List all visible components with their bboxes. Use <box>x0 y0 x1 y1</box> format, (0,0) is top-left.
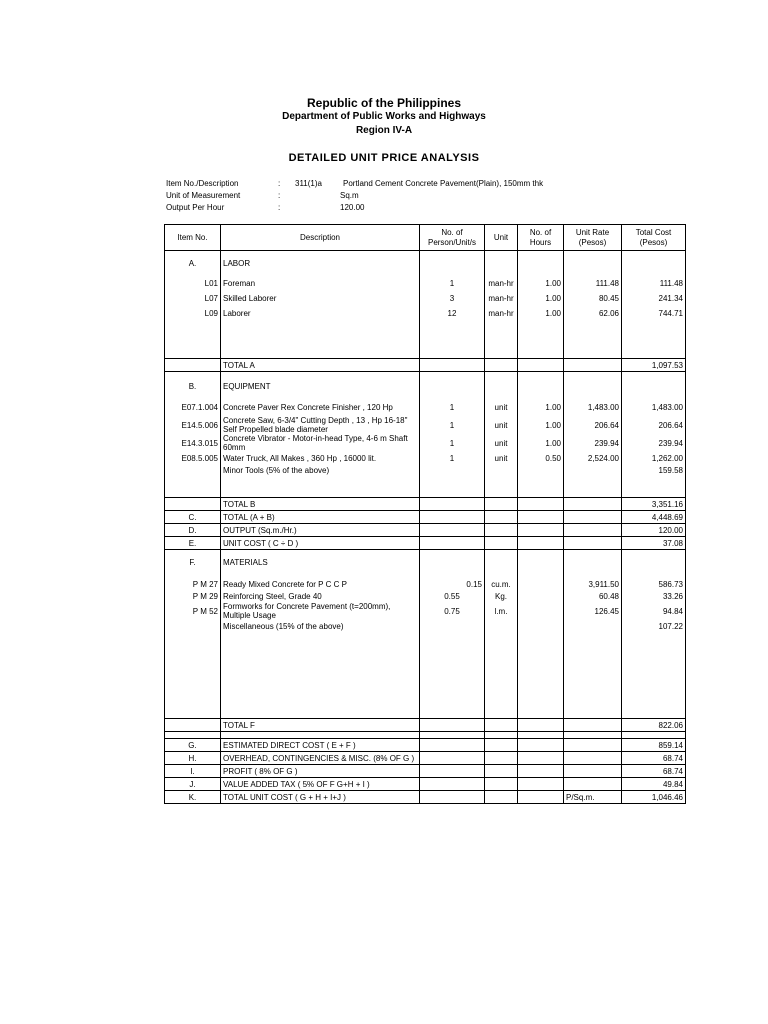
summary-total: 859.14 <box>622 739 686 752</box>
cell-unit <box>485 791 518 804</box>
item-unit: unit <box>485 398 518 416</box>
cell-unit <box>485 568 518 578</box>
table-row <box>165 632 686 719</box>
table-row <box>165 498 686 511</box>
cell-rate <box>564 359 622 372</box>
cell-persons <box>420 632 485 719</box>
cell-persons <box>420 752 485 765</box>
item-desc: Foreman <box>221 277 420 289</box>
summary-unit <box>564 765 622 778</box>
item-rate: 1,483.00 <box>564 398 622 416</box>
item-hours: 1.00 <box>518 398 564 416</box>
item-rate: 60.48 <box>564 590 622 602</box>
cell-total <box>622 568 686 578</box>
region-heading: Region IV-A <box>355 125 413 136</box>
uom-colon: : <box>278 191 281 200</box>
summary-label: VALUE ADDED TAX ( 5% OF F G+H + I ) <box>221 778 420 791</box>
cell-unit <box>485 556 518 568</box>
summary-label: OVERHEAD, CONTINGENCIES & MISC. (8% OF G ) <box>221 752 420 765</box>
summary-label: ESTIMATED DIRECT COST ( E + F ) <box>221 739 420 752</box>
table-row <box>165 602 686 620</box>
cell-total <box>622 556 686 568</box>
cell-persons <box>420 257 485 269</box>
item-code: P M 29 <box>165 590 221 602</box>
cell-rate <box>564 632 622 719</box>
cell-hours <box>518 590 564 602</box>
summary-label: TOTAL UNIT COST ( G + H + I+J ) <box>221 791 420 804</box>
section-title: EQUIPMENT <box>221 380 420 392</box>
item-rate: 3,911.50 <box>564 578 622 590</box>
cell-item <box>165 568 221 578</box>
minor-tools: Minor Tools (5% of the above) <box>221 464 420 476</box>
table-row <box>165 620 686 632</box>
item-desc: Concrete Paver Rex Concrete Finisher , 120 Hp <box>221 398 420 416</box>
item-code: E07.1.004 <box>165 398 221 416</box>
table-row <box>165 416 686 434</box>
item-code: E08.5.005 <box>165 452 221 464</box>
table-row <box>165 765 686 778</box>
unit-of-measurement: Sq.m <box>340 191 359 200</box>
cell-rate <box>564 568 622 578</box>
summary-unit <box>564 752 622 765</box>
cell-item <box>165 632 221 719</box>
item-code: P M 52 <box>165 602 221 620</box>
cell-persons <box>420 359 485 372</box>
cell-desc <box>221 476 420 498</box>
summary-unit <box>564 778 622 791</box>
item-rate: 62.06 <box>564 307 622 319</box>
cell-item <box>165 359 221 372</box>
item-hours: 0.50 <box>518 452 564 464</box>
summary-label: UNIT COST ( C ÷ D ) <box>221 537 420 550</box>
cell-desc <box>221 319 420 359</box>
item-rate: 239.94 <box>564 434 622 452</box>
cell-rate <box>564 372 622 381</box>
item-persons: 1 <box>420 277 485 289</box>
cell-persons <box>420 778 485 791</box>
item-code: L07 <box>165 289 221 307</box>
item-persons: 12 <box>420 307 485 319</box>
table-row <box>165 732 686 739</box>
item-code: 311(1)a <box>295 179 322 188</box>
table-row <box>165 307 686 319</box>
table-row <box>165 359 686 372</box>
table-row <box>165 752 686 765</box>
cell-hours <box>518 319 564 359</box>
cell-persons <box>420 537 485 550</box>
table-row <box>165 257 686 269</box>
table-row <box>165 277 686 289</box>
cell-persons <box>420 791 485 804</box>
cell-desc <box>221 732 420 739</box>
item-total: 206.64 <box>622 416 686 434</box>
item-unit: cu.m. <box>485 578 518 590</box>
cell-persons <box>420 620 485 632</box>
total-b-label: TOTAL B <box>221 498 420 511</box>
item-total: 744.71 <box>622 307 686 319</box>
item-rate: 206.64 <box>564 416 622 434</box>
item-rate: 80.45 <box>564 289 622 307</box>
item-code: P M 27 <box>165 578 221 590</box>
cell-item <box>165 464 221 476</box>
cell-persons <box>420 372 485 381</box>
cell-desc <box>221 632 420 719</box>
cell-total <box>622 380 686 392</box>
cell-unit <box>485 319 518 359</box>
cell-total <box>622 319 686 359</box>
item-no-label: Item No./Description <box>166 179 239 188</box>
cell-unit <box>485 632 518 719</box>
col-description: Description <box>221 225 420 251</box>
item-persons: 0.55 <box>420 590 485 602</box>
item-persons: 0.75 <box>420 602 485 620</box>
item-total: 586.73 <box>622 578 686 590</box>
item-total: 1,262.00 <box>622 452 686 464</box>
summary-letter: J. <box>165 778 221 791</box>
cell-hours <box>518 620 564 632</box>
cell-rate <box>564 269 622 277</box>
cell-rate <box>564 537 622 550</box>
misc-desc: Miscellaneous (15% of the above) <box>221 620 420 632</box>
cell-desc <box>221 269 420 277</box>
item-persons: 0.15 <box>420 578 485 590</box>
table-row <box>165 372 686 381</box>
cell-rate <box>564 719 622 732</box>
table-row <box>165 434 686 452</box>
item-persons: 1 <box>420 398 485 416</box>
summary-letter: G. <box>165 739 221 752</box>
cell-hours <box>518 476 564 498</box>
cell-item <box>165 498 221 511</box>
cell-total <box>622 632 686 719</box>
cell-unit <box>485 778 518 791</box>
item-rate: 111.48 <box>564 277 622 289</box>
cell-item <box>165 620 221 632</box>
item-rate: 2,524.00 <box>564 452 622 464</box>
total-f-label: TOTAL F <box>221 719 420 732</box>
cell-unit <box>485 476 518 498</box>
department-heading: Department of Public Works and Highways <box>282 111 486 122</box>
cell-hours <box>518 765 564 778</box>
cell-item <box>165 269 221 277</box>
item-unit: unit <box>485 416 518 434</box>
section-letter: F. <box>165 556 221 568</box>
col-total-cost: Total Cost (Pesos) <box>622 225 686 251</box>
cell-persons <box>420 765 485 778</box>
cell-item <box>165 732 221 739</box>
item-desc: Reinforcing Steel, Grade 40 <box>221 590 420 602</box>
cell-persons <box>420 476 485 498</box>
cell-item <box>165 372 221 381</box>
output-per-hour: 120.00 <box>340 203 365 212</box>
total-a-label: TOTAL A <box>221 359 420 372</box>
item-hours: 1.00 <box>518 289 564 307</box>
cell-total <box>622 732 686 739</box>
section-title: MATERIALS <box>221 556 420 568</box>
item-desc: Concrete Vibrator - Motor-in-head Type, 4-6 m Shaft 60mm <box>221 434 420 452</box>
item-persons: 1 <box>420 452 485 464</box>
cell-hours <box>518 359 564 372</box>
item-persons: 3 <box>420 289 485 307</box>
item-unit: man-hr <box>485 289 518 307</box>
summary-label: TOTAL (A + B) <box>221 511 420 524</box>
table-header-row <box>165 225 686 251</box>
document-title: DETAILED UNIT PRICE ANALYSIS <box>288 152 480 164</box>
cell-rate <box>564 620 622 632</box>
cell-hours <box>518 719 564 732</box>
item-code: L01 <box>165 277 221 289</box>
item-hours: 1.00 <box>518 307 564 319</box>
cell-unit <box>485 537 518 550</box>
cell-unit <box>485 380 518 392</box>
table-row <box>165 464 686 476</box>
item-desc: Ready Mixed Concrete for P C C P <box>221 578 420 590</box>
cell-hours <box>518 732 564 739</box>
cell-unit <box>485 752 518 765</box>
summary-letter: C. <box>165 511 221 524</box>
table-row <box>165 398 686 416</box>
cell-rate <box>564 511 622 524</box>
cell-item <box>165 719 221 732</box>
summary-label: OUTPUT (Sq.m./Hr.) <box>221 524 420 537</box>
col-hours: No. of Hours <box>518 225 564 251</box>
table-row <box>165 739 686 752</box>
cell-unit <box>485 620 518 632</box>
cell-hours <box>518 739 564 752</box>
item-persons: 1 <box>420 416 485 434</box>
cell-desc <box>221 372 420 381</box>
table-row <box>165 556 686 568</box>
summary-total: 49.84 <box>622 778 686 791</box>
table-row <box>165 590 686 602</box>
cell-persons <box>420 568 485 578</box>
summary-label: PROFIT ( 8% OF G ) <box>221 765 420 778</box>
item-desc: Formworks for Concrete Pavement (t=200mm), Multiple Usage <box>221 602 420 620</box>
total-b-value: 3,351.16 <box>622 498 686 511</box>
cell-persons <box>420 269 485 277</box>
table-row <box>165 289 686 307</box>
cell-unit <box>485 269 518 277</box>
cell-hours <box>518 778 564 791</box>
section-letter: B. <box>165 380 221 392</box>
output-label: Output Per Hour <box>166 203 225 212</box>
cell-persons <box>420 739 485 752</box>
item-unit: Kg. <box>485 590 518 602</box>
cell-unit <box>485 524 518 537</box>
cell-item <box>165 319 221 359</box>
cell-total <box>622 269 686 277</box>
cell-hours <box>518 464 564 476</box>
table-row <box>165 380 686 392</box>
table-body <box>165 251 686 804</box>
cell-rate <box>564 524 622 537</box>
summary-total: 37.08 <box>622 537 686 550</box>
table-row <box>165 319 686 359</box>
summary-letter: I. <box>165 765 221 778</box>
item-total: 241.34 <box>622 289 686 307</box>
item-desc: Water Truck, All Makes , 360 Hp , 16000 lit. <box>221 452 420 464</box>
table-row <box>165 537 686 550</box>
summary-letter: K. <box>165 791 221 804</box>
item-desc: Laborer <box>221 307 420 319</box>
cell-rate <box>564 498 622 511</box>
item-unit: man-hr <box>485 307 518 319</box>
cell-persons <box>420 719 485 732</box>
cell-hours <box>518 257 564 269</box>
cell-persons <box>420 498 485 511</box>
summary-letter: D. <box>165 524 221 537</box>
item-hours: 1.00 <box>518 277 564 289</box>
item-description: Portland Cement Concrete Pavement(Plain), 150mm thk <box>343 179 544 188</box>
item-hours: 1.00 <box>518 416 564 434</box>
section-title: LABOR <box>221 257 420 269</box>
cell-persons <box>420 556 485 568</box>
item-total: 111.48 <box>622 277 686 289</box>
item-rate: 126.45 <box>564 602 622 620</box>
summary-total: 68.74 <box>622 765 686 778</box>
cell-unit <box>485 464 518 476</box>
table-row <box>165 476 686 498</box>
item-total: 94.84 <box>622 602 686 620</box>
cell-unit <box>485 719 518 732</box>
item-no-colon: : <box>278 179 281 188</box>
table-row <box>165 791 686 804</box>
summary-total: 1,046.46 <box>622 791 686 804</box>
summary-unit <box>564 739 622 752</box>
col-item-no: Item No. <box>165 225 221 251</box>
table-row <box>165 524 686 537</box>
cell-hours <box>518 791 564 804</box>
cell-unit <box>485 498 518 511</box>
republic-heading: Republic of the Philippines <box>306 96 461 110</box>
cell-rate <box>564 257 622 269</box>
cell-unit <box>485 765 518 778</box>
cell-total <box>622 257 686 269</box>
cell-desc <box>221 568 420 578</box>
summary-letter: E. <box>165 537 221 550</box>
cell-rate <box>564 476 622 498</box>
cell-hours <box>518 568 564 578</box>
cell-unit <box>485 372 518 381</box>
cell-hours <box>518 752 564 765</box>
table-row <box>165 511 686 524</box>
summary-total: 4,448.69 <box>622 511 686 524</box>
cell-rate <box>564 556 622 568</box>
cell-persons <box>420 464 485 476</box>
summary-unit: P/Sq.m. <box>564 791 622 804</box>
item-hours: 1.00 <box>518 434 564 452</box>
cell-hours <box>518 537 564 550</box>
table-row <box>165 578 686 590</box>
cell-unit <box>485 257 518 269</box>
cell-persons <box>420 319 485 359</box>
cell-persons <box>420 732 485 739</box>
item-code: L09 <box>165 307 221 319</box>
table-row <box>165 719 686 732</box>
summary-total: 120.00 <box>622 524 686 537</box>
cell-hours <box>518 269 564 277</box>
cell-rate <box>564 319 622 359</box>
item-code: E14.3.015 <box>165 434 221 452</box>
item-total: 33.26 <box>622 590 686 602</box>
misc-total: 107.22 <box>622 620 686 632</box>
section-letter: A. <box>165 257 221 269</box>
total-a-value: 1,097.53 <box>622 359 686 372</box>
cell-unit <box>485 732 518 739</box>
cell-hours <box>518 524 564 537</box>
col-unit: Unit <box>485 225 518 251</box>
cell-persons <box>420 511 485 524</box>
cell-unit <box>485 739 518 752</box>
col-persons: No. of Person/Unit/s <box>420 225 485 251</box>
col-unit-rate: Unit Rate (Pesos) <box>564 225 622 251</box>
cell-total <box>622 372 686 381</box>
summary-letter: H. <box>165 752 221 765</box>
cell-unit <box>485 359 518 372</box>
item-persons: 1 <box>420 434 485 452</box>
cell-hours <box>518 372 564 381</box>
item-unit: l.m. <box>485 602 518 620</box>
minor-tools-total: 159.58 <box>622 464 686 476</box>
output-colon: : <box>278 203 281 212</box>
item-unit: man-hr <box>485 277 518 289</box>
cell-total <box>622 476 686 498</box>
unit-price-table <box>164 224 686 804</box>
cell-hours <box>518 498 564 511</box>
item-total: 1,483.00 <box>622 398 686 416</box>
cell-hours <box>518 602 564 620</box>
cell-hours <box>518 632 564 719</box>
table-row <box>165 269 686 277</box>
cell-hours <box>518 380 564 392</box>
cell-rate <box>564 464 622 476</box>
table-row <box>165 568 686 578</box>
cell-rate <box>564 380 622 392</box>
cell-persons <box>420 524 485 537</box>
total-f-value: 822.06 <box>622 719 686 732</box>
item-total: 239.94 <box>622 434 686 452</box>
cell-unit <box>485 511 518 524</box>
cell-item <box>165 476 221 498</box>
summary-total: 68.74 <box>622 752 686 765</box>
cell-hours <box>518 556 564 568</box>
item-unit: unit <box>485 434 518 452</box>
cell-hours <box>518 511 564 524</box>
cell-hours <box>518 578 564 590</box>
item-code: E14.5.006 <box>165 416 221 434</box>
table-row <box>165 452 686 464</box>
item-desc: Skilled Laborer <box>221 289 420 307</box>
uom-label: Unit of Measurement <box>166 191 241 200</box>
cell-persons <box>420 380 485 392</box>
cell-rate <box>564 732 622 739</box>
item-desc: Concrete Saw, 6-3/4" Cutting Depth , 13 , Hp 16-18" Self Propelled blade diameter <box>221 416 420 434</box>
item-unit: unit <box>485 452 518 464</box>
table-row <box>165 778 686 791</box>
